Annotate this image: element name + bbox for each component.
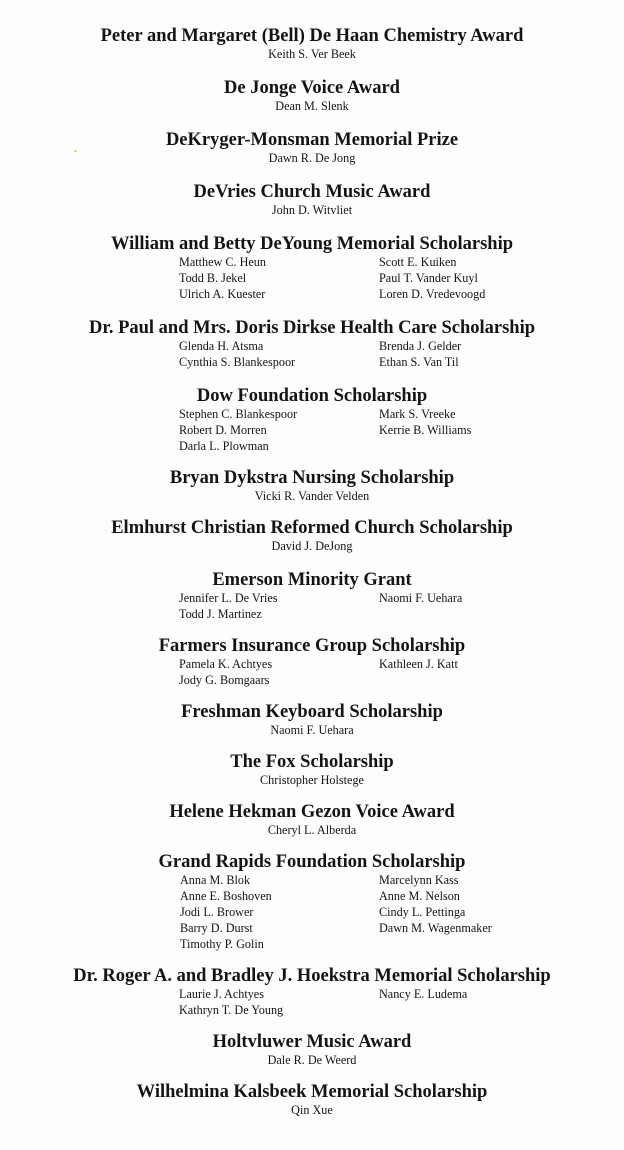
recipient-name: Matthew C. Heun <box>179 255 266 269</box>
recipient-name: Christopher Holstege <box>260 773 364 787</box>
recipient-column-left <box>180 872 272 952</box>
award-title: Dr. Paul and Mrs. Doris Dirkse Health Care Scholarship <box>88 318 536 338</box>
recipient-name: Dawn M. Wagenmaker <box>379 921 492 935</box>
award-section <box>0 570 624 621</box>
recipient-name: Cindy L. Pettinga <box>379 905 466 919</box>
recipient-column-right <box>379 872 492 936</box>
award-title: Dr. Roger A. and Bradley J. Hoekstra Memorial Scholarship <box>73 966 551 986</box>
recipient-name: Kerrie B. Williams <box>379 423 472 437</box>
recipient-name: Timothy P. Golin <box>180 937 264 951</box>
award-section <box>0 386 624 453</box>
recipient-name: Ulrich A. Kuester <box>179 287 266 301</box>
award-title: Wilhelmina Kalsbeek Memorial Scholarship <box>136 1082 488 1102</box>
award-section <box>0 852 624 951</box>
recipient-name: Cynthia S. Blankespoor <box>179 355 296 369</box>
recipient-name: Loren D. Vredevoogd <box>379 287 486 301</box>
award-section <box>0 1032 624 1068</box>
recipient-name: Laurie J. Achtyes <box>179 987 264 1001</box>
recipient-name: John D. Witvliet <box>271 203 353 217</box>
award-title: De Jonge Voice Award <box>224 78 400 98</box>
award-title: Peter and Margaret (Bell) De Haan Chemistry Award <box>100 26 524 46</box>
award-section <box>0 318 624 369</box>
recipient-name: Todd J. Martinez <box>179 607 262 621</box>
recipient-name: Robert D. Morren <box>179 423 267 437</box>
recipient-name: Kathleen J. Katt <box>379 657 458 671</box>
recipient-column-left <box>179 406 297 454</box>
recipient-name: Anna M. Blok <box>180 873 251 887</box>
recipient-column-right <box>379 338 461 370</box>
recipient-column-right <box>379 590 462 606</box>
award-title: William and Betty DeYoung Memorial Scholarship <box>110 234 514 254</box>
award-section <box>0 636 624 687</box>
award-section <box>0 468 624 504</box>
award-title: DeVries Church Music Award <box>193 182 431 202</box>
award-section <box>0 518 624 554</box>
award-title: The Fox Scholarship <box>230 752 394 772</box>
award-section <box>0 234 624 301</box>
recipient-name: Jody G. Bomgaars <box>179 673 270 687</box>
award-section <box>0 130 624 166</box>
recipient-column-left <box>179 590 278 622</box>
award-title: Dow Foundation Scholarship <box>196 386 428 406</box>
recipient-name: Brenda J. Gelder <box>379 339 462 353</box>
recipient-name: Kathryn T. De Young <box>179 1003 284 1017</box>
recipient-name: Dean M. Slenk <box>275 99 349 113</box>
award-title: Elmhurst Christian Reformed Church Scholarship <box>111 518 513 538</box>
recipient-name: Keith S. Ver Beek <box>268 47 356 61</box>
award-section <box>0 966 624 1017</box>
recipient-name: Dale R. De Weerd <box>267 1053 357 1067</box>
recipient-name: Scott E. Kuiken <box>379 255 457 269</box>
recipient-name: Marcelynn Kass <box>379 873 459 887</box>
recipient-column-right <box>379 986 467 1002</box>
recipient-column-right <box>379 254 485 302</box>
recipient-name: Jodi L. Brower <box>180 905 254 919</box>
recipient-name: Nancy E. Ludema <box>379 987 468 1001</box>
award-title: DeKryger-Monsman Memorial Prize <box>165 130 459 150</box>
recipient-name: Anne E. Boshoven <box>180 889 272 903</box>
recipient-name: Anne M. Nelson <box>379 889 460 903</box>
recipient-column-right <box>379 406 471 438</box>
award-title: Bryan Dykstra Nursing Scholarship <box>169 468 455 488</box>
recipient-column-left <box>179 986 283 1018</box>
award-section <box>0 182 624 218</box>
recipient-name: Vicki R. Vander Velden <box>254 489 370 503</box>
recipient-name: Glenda H. Atsma <box>179 339 264 353</box>
recipient-column-left <box>179 656 272 688</box>
recipient-name: Darla L. Plowman <box>179 439 269 453</box>
recipient-name: Barry D. Durst <box>180 921 253 935</box>
recipient-name: Ethan S. Van Til <box>379 355 459 369</box>
recipient-name: Mark S. Vreeke <box>379 407 456 421</box>
recipient-name: Todd B. Jekel <box>179 271 247 285</box>
recipient-name: Naomi F. Uehara <box>270 723 354 737</box>
recipient-name: Paul T. Vander Kuyl <box>379 271 478 285</box>
recipient-name: Dawn R. De Jong <box>268 151 356 165</box>
recipient-name: Qin Xue <box>291 1103 333 1117</box>
recipient-name: Pamela K. Achtyes <box>179 657 273 671</box>
award-title: Holtvluwer Music Award <box>212 1032 412 1052</box>
award-section <box>0 1082 624 1118</box>
award-title: Emerson Minority Grant <box>212 570 412 590</box>
recipient-name: Naomi F. Uehara <box>379 591 463 605</box>
award-section <box>0 78 624 114</box>
award-section <box>0 802 624 838</box>
recipient-name: Stephen C. Blankespoor <box>179 407 298 421</box>
award-section <box>0 26 624 62</box>
award-title: Freshman Keyboard Scholarship <box>181 702 443 722</box>
award-title: Farmers Insurance Group Scholarship <box>158 636 466 656</box>
award-title: Helene Hekman Gezon Voice Award <box>169 802 455 822</box>
award-title: Grand Rapids Foundation Scholarship <box>158 852 466 872</box>
recipient-column-left <box>179 254 266 302</box>
recipient-column-left <box>179 338 295 370</box>
award-section <box>0 702 624 738</box>
recipient-column-right <box>379 656 458 672</box>
recipient-name: Cheryl L. Alberda <box>267 823 357 837</box>
award-section <box>0 752 624 788</box>
recipient-name: David J. DeJong <box>271 539 353 553</box>
recipient-name: Jennifer L. De Vries <box>179 591 278 605</box>
